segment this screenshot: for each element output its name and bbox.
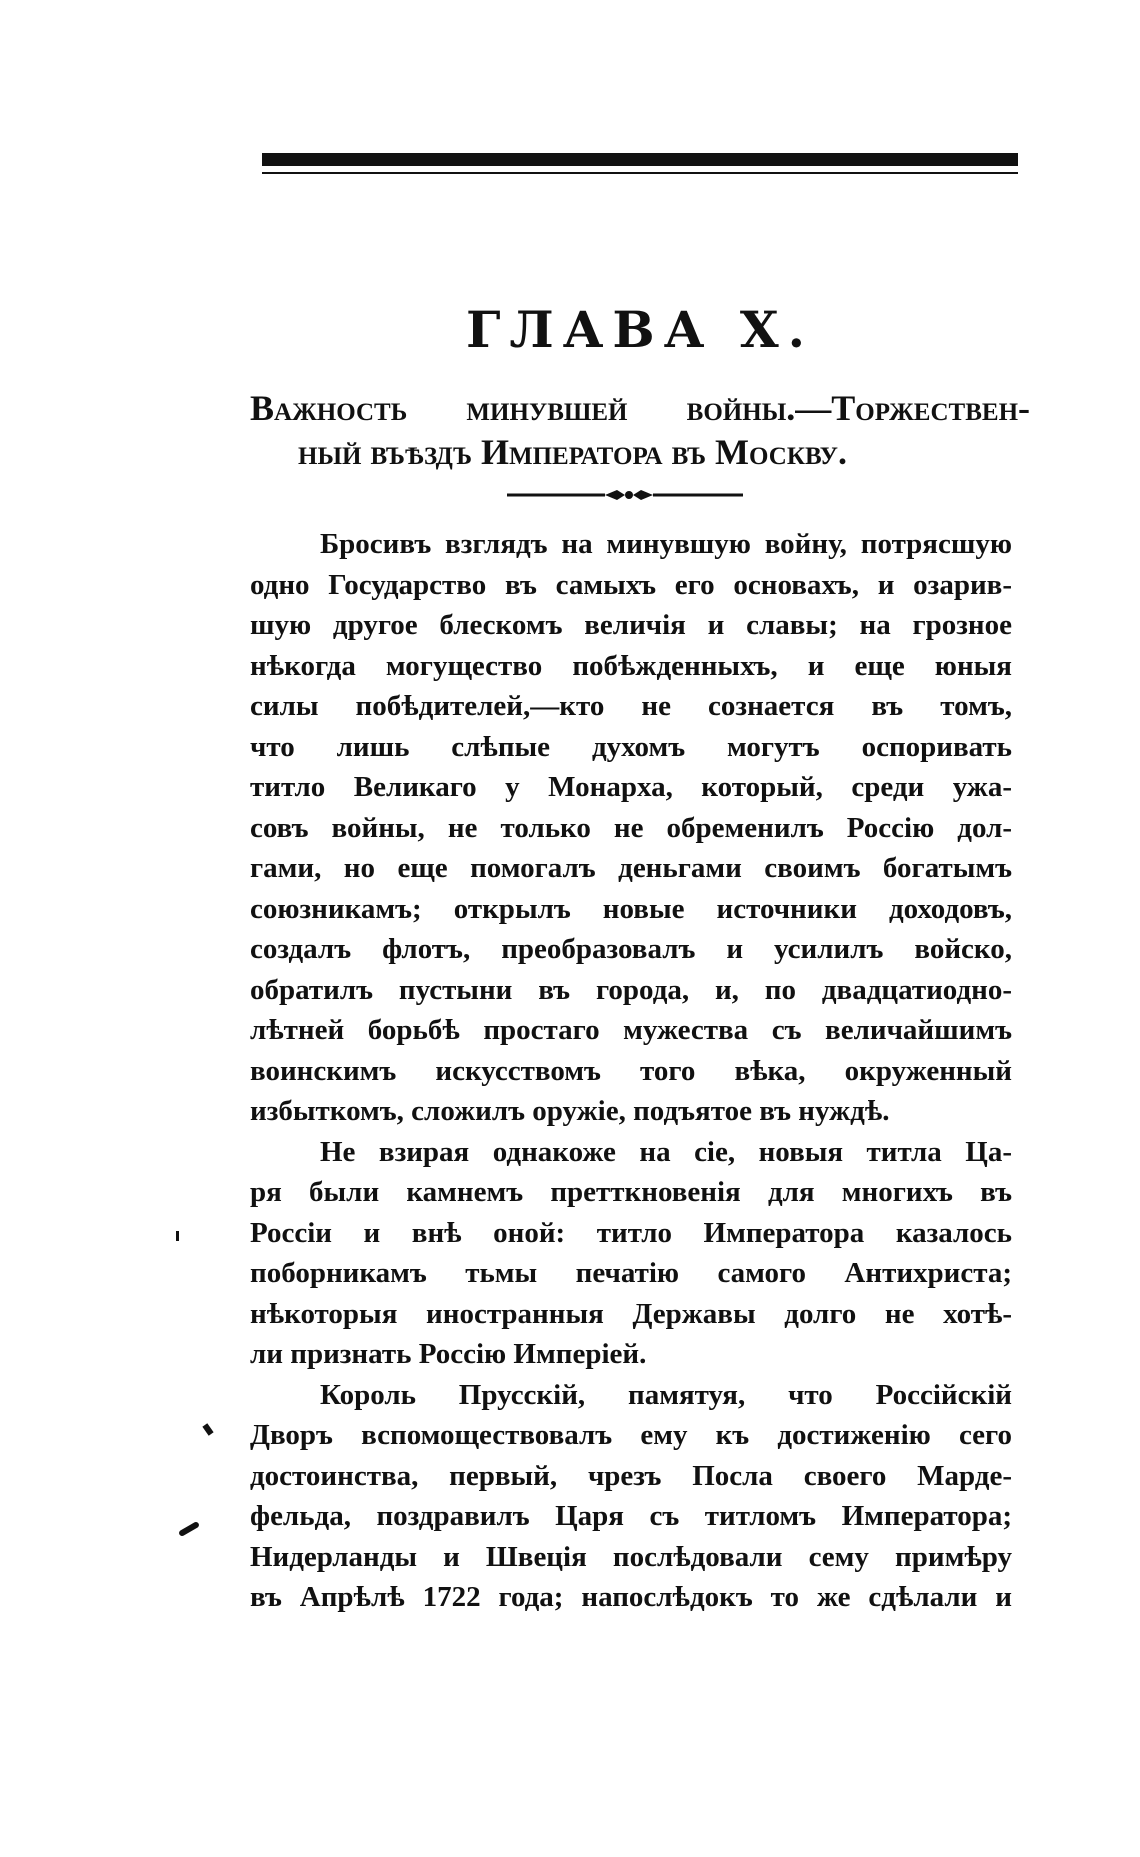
text-line: Россіи и внѣ оной: титло Императора казалось xyxy=(250,1216,1012,1249)
margin-mark xyxy=(178,1521,200,1537)
text-line: поборникамъ тьмы печатію самого Антихриста; xyxy=(250,1257,1012,1289)
text-line: лѣтней борьбѣ простаго мужества съ величайшимъ xyxy=(250,1014,1012,1046)
text-line: Нидерланды и Швеція послѣдовали сему примѣру xyxy=(250,1540,1012,1573)
paragraph xyxy=(250,1132,1012,1375)
header-rule-thin xyxy=(262,172,1018,174)
text-line: союзникамъ; открылъ новые источники доходовъ, xyxy=(250,892,1012,925)
text-line: совъ войны, не только не обременилъ Россію дол- xyxy=(250,811,1012,844)
text-line: фельда, поздравилъ Царя съ титломъ Императора; xyxy=(250,1500,1012,1532)
text-line: обратилъ пустыни въ города, и, по двадцатиодно- xyxy=(250,973,1012,1006)
chapter-subtitle-line-1: Важность минувшей войны.—Торжествен- xyxy=(250,388,1030,428)
text-line: что лишь слѣпые духомъ могутъ оспоривать xyxy=(250,730,1012,763)
text-line: въ Апрѣлѣ 1722 года; напослѣдокъ то же сдѣлали и xyxy=(250,1581,1012,1613)
margin-mark xyxy=(176,1231,179,1241)
header-rule xyxy=(262,153,1018,174)
text-line: гами, но еще помогалъ деньгами своимъ богатымъ xyxy=(250,852,1012,884)
header-rule-thick xyxy=(262,153,1018,166)
margin-mark xyxy=(202,1423,213,1435)
text-line: избыткомъ, сложилъ оружіе, подъятое въ нуждѣ. xyxy=(250,1095,890,1127)
paragraph xyxy=(250,1375,1012,1618)
text-line: нѣкоторыя иностранныя Державы долго не хотѣ- xyxy=(250,1297,1012,1330)
text-line: Бросивъ взглядъ на минувшую войну, потрясшую xyxy=(320,528,1012,560)
ornament-divider xyxy=(505,487,745,503)
text-line: Дворъ вспомоществовалъ ему къ достиженію сего xyxy=(250,1419,1012,1451)
chapter-title: ГЛАВА X. xyxy=(465,300,815,359)
text-line: силы побѣдителей,—кто не сознается въ томъ, xyxy=(250,690,1012,722)
text-line: ли признать Россію Имперіей. xyxy=(250,1338,647,1370)
text-line: Не взирая однакоже на сіе, новыя титла Ца- xyxy=(320,1135,1012,1168)
text-line: титло Великаго у Монарха, который, среди ужа- xyxy=(250,771,1012,803)
paragraph xyxy=(250,524,1012,1132)
text-line: достоинства, первый, чрезъ Посла своего Марде- xyxy=(250,1459,1012,1492)
chapter-subtitle-line-2: ный въѣздъ Императора въ Москву. xyxy=(298,432,847,472)
chapter-subtitle xyxy=(250,386,1030,474)
text-line: одно Государство въ самыхъ его основахъ, и озарив- xyxy=(250,568,1012,601)
text-line: нѣкогда могущество побѣжденныхъ, и еще юныя xyxy=(250,649,1012,682)
text-line: создалъ флотъ, преобразовалъ и усилилъ войско, xyxy=(250,933,1012,965)
text-line: ря были камнемъ претткновенія для многихъ въ xyxy=(250,1176,1012,1208)
body-text xyxy=(250,524,1012,1618)
text-line: шую другое блескомъ величія и славы; на грозное xyxy=(250,609,1012,641)
text-line: воинскимъ искусствомъ того вѣка, окруженный xyxy=(250,1054,1012,1087)
text-line: Король Прусскій, памятуя, что Россійскій xyxy=(320,1378,1012,1411)
